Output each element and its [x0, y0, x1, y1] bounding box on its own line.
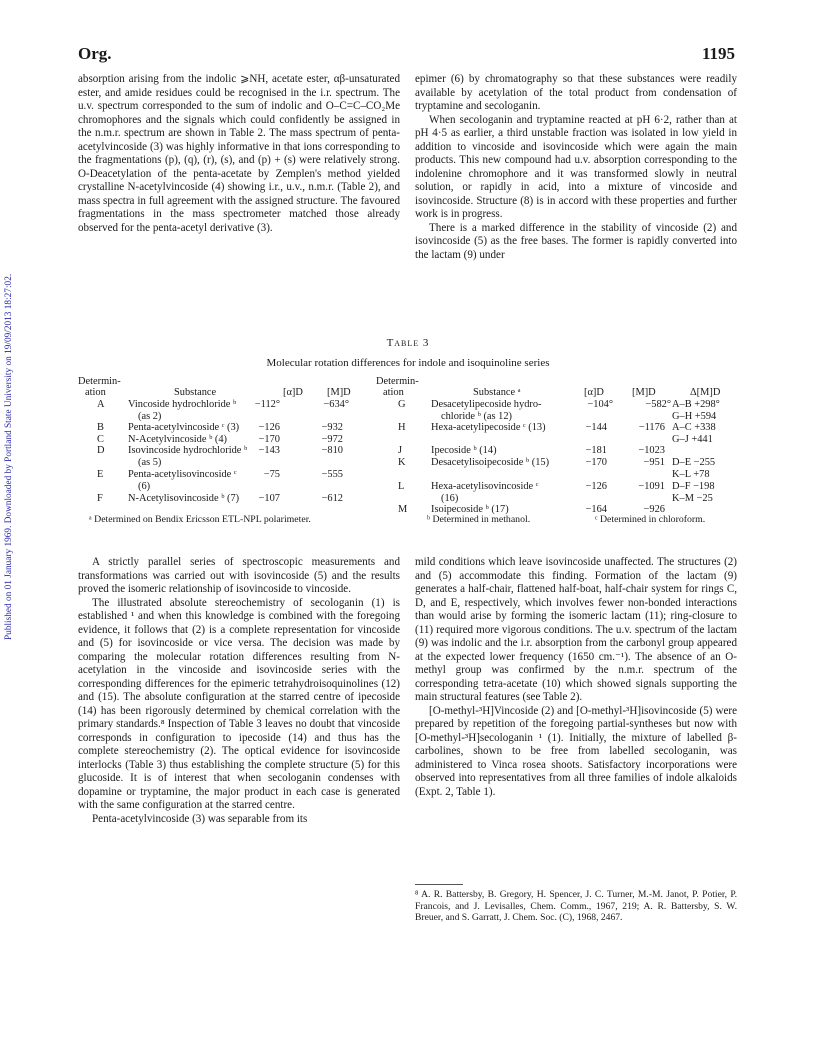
top-left-column	[78, 73, 400, 235]
det-label: L	[398, 481, 405, 492]
m-value: −932	[321, 422, 343, 433]
det-label: J	[398, 445, 403, 456]
substance: Hexa-acetylisovincoside ᶜ	[431, 481, 539, 492]
det-label: F	[97, 493, 103, 504]
substance: Desacetylipecoside hydro-	[431, 399, 542, 410]
delta-value: A–B +298°	[672, 399, 720, 410]
substance-cont: (16)	[441, 493, 459, 504]
bottom-left-column	[78, 556, 400, 826]
table-subtitle: Molecular rotation differences for indole and isoquinoline series	[266, 357, 550, 369]
footnote-divider	[415, 884, 463, 885]
header-substance: Substance	[174, 387, 217, 398]
substance: Penta-acetylvincoside ᶜ (3)	[128, 422, 240, 433]
delta-value: G–H +594	[672, 411, 717, 422]
substance-cont: (as 2)	[138, 411, 162, 422]
alpha-value: −104°	[587, 399, 613, 410]
substance: Desacetylisoipecoside ᵇ (15)	[431, 457, 550, 468]
delta-value: D–F −198	[672, 481, 715, 492]
delta-value: K–M −25	[672, 493, 713, 504]
substance: N-Acetylisovincoside ᵇ (7)	[128, 493, 240, 504]
m-value: −810	[321, 445, 343, 456]
alpha-value: −75	[263, 469, 280, 480]
det-label: H	[398, 422, 406, 433]
header-substance: Substance ᵃ	[473, 387, 521, 398]
delta-value: K–L +78	[672, 469, 710, 480]
alpha-value: −170	[585, 457, 607, 468]
header-determination-2: ation	[85, 387, 106, 398]
det-label: G	[398, 399, 406, 410]
m-value: −926	[643, 504, 665, 515]
paragraph: There is a marked difference in the stability of vincoside (2) and isovincoside (5) as the free bases. The former is rapidly converted into the lactam (9) under	[415, 221, 737, 261]
alpha-value: −143	[258, 445, 280, 456]
alpha-value: −144	[585, 422, 607, 433]
paragraph: Penta-acetylvincoside (3) was separable from its	[92, 812, 308, 825]
header-determination: Determin-	[376, 376, 419, 387]
substance: Hexa-acetylipecoside ᶜ (13)	[431, 422, 546, 433]
paragraph: A strictly parallel series of spectroscopic measurements and transformations was carried out with isovincoside (5) and the results proved the isomeric relationship of isovincoside to vincoside.	[78, 556, 400, 595]
m-value: −1176	[638, 422, 665, 433]
alpha-value: −170	[258, 434, 280, 445]
substance: Isoipecoside ᵇ (17)	[431, 504, 509, 515]
journal-section: Org.	[78, 44, 112, 63]
header-alpha: [α]D	[283, 387, 303, 398]
footnote: ⁸ A. R. Battersby, B. Gregory, H. Spencer, J. C. Turner, M.-M. Janot, P. Potier, P. Francois, and J. Levisalles, Chem. Comm., 1967, 219; A. R. Battersby, S. W. Breuer, and S. Garratt, J. Chem. Soc. (C), 1968, 2467.	[415, 889, 737, 924]
det-label: K	[398, 457, 406, 468]
header-alpha: [α]D	[584, 387, 604, 398]
substance: N-Acetylvincoside ᵇ (4)	[128, 434, 228, 445]
delta-value: G–J +441	[672, 434, 713, 445]
m-value: −634°	[323, 399, 349, 410]
delta-value: D–E −255	[672, 457, 716, 468]
paragraph: epimer (6) by chromatography so that these substances were readily available by acetylation of the total product from condensation of tryptamine and secologanin.	[415, 73, 737, 112]
m-value: −951	[643, 457, 665, 468]
header-determination-2: ation	[383, 387, 404, 398]
det-label: B	[97, 422, 104, 433]
top-right-column	[415, 73, 737, 262]
rotation-table	[0, 376, 816, 516]
alpha-value: −112°	[254, 399, 280, 410]
det-label: D	[97, 445, 105, 456]
table-footnote-c: ᶜ Determined in chloroform.	[595, 514, 706, 525]
substance-cont: (6)	[138, 481, 151, 492]
substance: Isovincoside hydrochloride ᵇ	[128, 445, 248, 456]
m-value: −972	[321, 434, 343, 445]
det-label: A	[97, 399, 105, 410]
substance: Penta-acetylisovincoside ᶜ	[128, 469, 237, 480]
m-value: −1023	[638, 445, 665, 456]
paragraph: absorption arising from the indolic ⩾NH, acetate ester, αβ-unsaturated ester, and amide residues could be recognised in the i.r. spectrum. The u.v. spectrum corresponded to the sum of indolic and O–C=C–CO₂Me chromophores and the signals which could confidently be assigned in the n.m.r. spectrum are shown in Table 2. The mass spectrum of penta-acetylvincoside (3) was highly informative in that ions corresponding to the fragmentations (p), (q), (r), (s), and (p) + (s) were relatively strong. O-Deacetylation of the penta-acetate by Zemplen's method yielded crystalline N-acetylvincoside (4) showing i.r., u.v., n.m.r. (Table 2), and mass spectra in full agreement with the assigned structure. The favoured fragmentations in the mass spectrometer matched those already observed for the penta-acetyl derivative (3).	[78, 73, 400, 234]
m-value: −612	[321, 493, 343, 504]
m-value: −555	[321, 469, 343, 480]
paragraph: The illustrated absolute stereochemistry of secologanin (1) is established ¹ and when this knowledge is combined with the foregoing evidence, it follows that (2) is a complete representation for vincoside and (5) for isovincoside or vice versa. The decision was made by comparing the molecular rotation differences resulting from N-acetylation in the vincoside and isovincoside series with the corresponding differences for the epimeric tetrahydroisoquinolines (12) and (15). The absolute configuration at the starred centre of ipecoside (14) has been rigorously determined by chemical correlation with the primary standards.⁸ Inspection of Table 3 leaves no doubt that vincoside corresponds in configuration to ipecoside (14) and thus has the complete stereochemistry (2). The optical evidence for isovincoside interlocks (Table 3) thus establishing the complete structure (5) for this glucoside. It is of interest that when secologanin condenses with dopamine or tryptamine, the major product in each case is generated with the same configuration at the starred centre.	[78, 596, 400, 811]
paragraph: When secologanin and tryptamine reacted at pH 6·2, rather than at pH 4·5 as earlier, a third unstable fraction was isolated in low yield in addition to vincoside and isovincoside which were again the main products. This new compound had u.v. absorption corresponding to the indolenine chromophore and it was transformed slowly in neutral solution, or rapidly in acid, into a mixture of vincoside and isovincoside. Structure (8) is in accord with these properties and further work is in progress.	[415, 113, 737, 220]
alpha-value: −126	[585, 481, 607, 492]
bottom-right-column	[415, 556, 737, 799]
alpha-value: −126	[258, 422, 280, 433]
m-value: −1091	[638, 481, 665, 492]
alpha-value: −164	[585, 504, 607, 515]
header-delta: Δ[M]D	[690, 387, 721, 398]
substance: Ipecoside ᵇ (14)	[431, 445, 497, 456]
m-value: −582°	[645, 399, 671, 410]
det-label: M	[398, 504, 408, 515]
delta-value: A–C +338	[672, 422, 716, 433]
header-m: [M]D	[632, 387, 656, 398]
det-label: E	[97, 469, 104, 480]
side-note: Published on 01 January 1969. Downloaded by Portland State University on 19/09/2013 18:27:02.	[4, 273, 14, 640]
table-footnote-b: ᵇ Determined in methanol.	[427, 514, 531, 525]
page-number: 1195	[701, 44, 735, 63]
paragraph: mild conditions which leave isovincoside unaffected. The structures (2) and (5) accommodate this finding. Formation of the lactam (9) generates a half-chair, flattened half-boat, half-chair system for rings C, D, and E, respectively, which involves fewer non-bonded interactions than would arise by forming the isomeric lactam (11); ring-closure to (11) required more vigorous conditions. The u.v. spectrum of the lactam (9) was indolic and the i.r. absorption from the carbonyl group appeared at the expected lower frequency (1650 cm.⁻¹). The absence of an O-methyl group was confirmed by the n.m.r. spectrum of the corresponding tetra-acetate (10) which showed signals supporting the main structural features (see Table 2).	[415, 556, 737, 703]
substance-cont: chloride ᵇ (as 12)	[441, 411, 513, 422]
det-label: C	[97, 434, 104, 445]
alpha-value: −181	[585, 445, 607, 456]
alpha-value: −107	[258, 493, 280, 504]
table-title: Table 3	[386, 337, 430, 349]
substance: Vincoside hydrochloride ᵇ	[128, 399, 237, 410]
table-footnote-a: ᵃ Determined on Bendix Ericsson ETL-NPL polarimeter.	[89, 514, 311, 525]
header-determination: Determin-	[78, 376, 121, 387]
substance-cont: (as 5)	[138, 457, 162, 468]
paragraph: [O-methyl-³H]Vincoside (2) and [O-methyl-³H]isovincoside (5) were prepared by repetition of the foregoing partial-syntheses but now with [O-methyl-³H]secologanin ¹ (1). Initially, the mixture of labelled β-carbolines, shown to be free from labelled secologanin, was administered to Vinca rosea shoots. Satisfactory incorporations were observed into representatives from all three families of indole alkaloids (Expt. 2, Table 1).	[415, 704, 737, 798]
header-m: [M]D	[327, 387, 351, 398]
